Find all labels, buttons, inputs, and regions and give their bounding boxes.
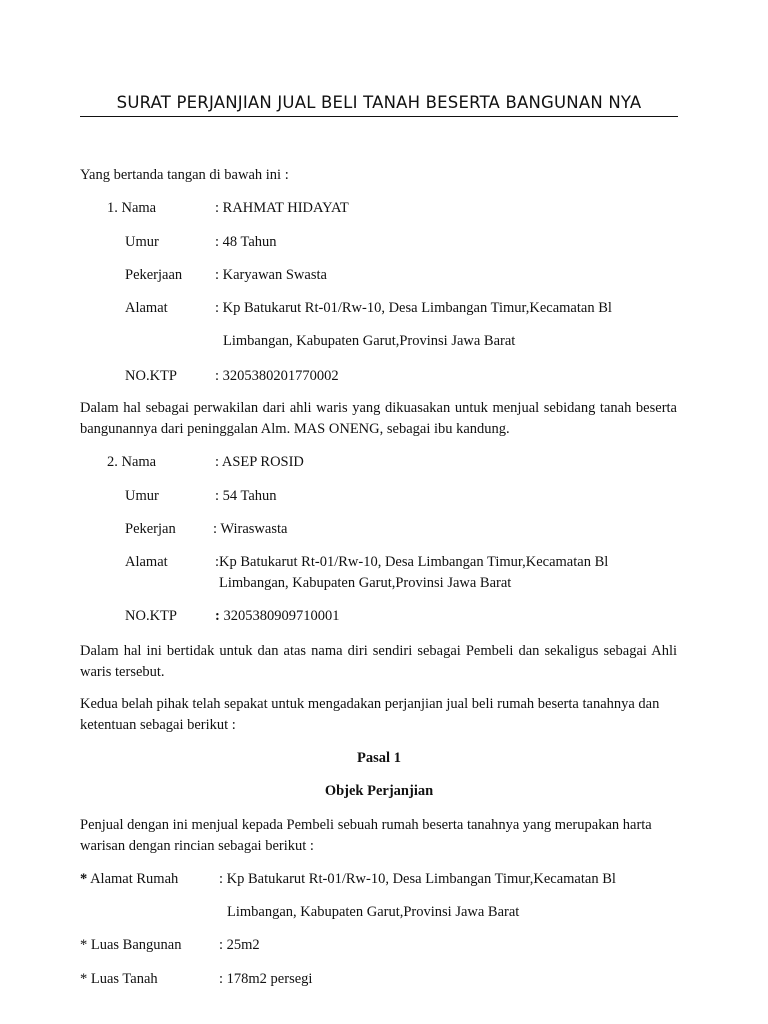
party2-umur-value: : 54 Tahun <box>215 488 277 504</box>
party2-description: Dalam hal ini bertidak untuk dan atas nama diri sendiri sebagai Pembeli dan sekaligus sebagai Ahli waris tersebut. <box>80 643 677 680</box>
party2-ktp-label: NO.KTP <box>125 608 177 624</box>
party1-alamat-label: Alamat <box>125 300 168 316</box>
party1-ktp-value: : 3205380201770002 <box>215 368 339 384</box>
party2-alamat-value-2: Limbangan, Kabupaten Garut,Provinsi Jawa Barat <box>219 575 512 591</box>
party1-alamat-value-2: Limbangan, Kabupaten Garut,Provinsi Jawa Barat <box>223 333 516 349</box>
party2-ktp-value <box>215 608 339 625</box>
detail-alamat-label <box>80 871 178 888</box>
party2-ktp-number: 3205380909710001 <box>219 608 340 624</box>
pasal-subtitle: Objek Perjanjian <box>324 783 434 799</box>
party1-nama-value: : RAHMAT HIDAYAT <box>215 200 349 216</box>
document-title: SURAT PERJANJIAN JUAL BELI TANAH BESERTA BANGUNAN NYA <box>116 93 642 112</box>
detail-alamat-value-2: Limbangan, Kabupaten Garut,Provinsi Jawa Barat <box>227 904 520 920</box>
detail-bangunan-value: : 25m2 <box>219 937 260 953</box>
detail-alamat-star: * <box>80 871 88 887</box>
party2-pekerjaan-label: Pekerjan <box>125 521 176 537</box>
party2-ktp-colon: : <box>215 608 220 624</box>
object-description: Penjual dengan ini menjual kepada Pembeli sebuah rumah beserta tanahnya yang merupakan harta warisan dengan rincian sebagai berikut : <box>80 817 652 854</box>
party1-ktp-label: NO.KTP <box>125 368 177 384</box>
party2-nama-value: : ASEP ROSID <box>215 454 304 470</box>
detail-tanah-label: * Luas Tanah <box>80 971 158 987</box>
party2-pekerjaan-value: : Wiraswasta <box>213 521 288 537</box>
party2-alamat-value-1: :Kp Batukarut Rt-01/Rw-10, Desa Limbangan Timur,Kecamatan Bl <box>215 554 609 570</box>
detail-bangunan-label: * Luas Bangunan <box>80 937 182 953</box>
party2-nama-label: 2. Nama <box>107 454 157 470</box>
party1-alamat-value-1: : Kp Batukarut Rt-01/Rw-10, Desa Limbangan Timur,Kecamatan Bl <box>215 300 612 316</box>
agreement-text: Kedua belah pihak telah sepakat untuk mengadakan perjanjian jual beli rumah beserta tanahnya dan ketentuan sebagai berikut : <box>80 696 660 733</box>
party1-description: Dalam hal sebagai perwakilan dari ahli waris yang dikuasakan untuk menjual sebidang tanah beserta bangunannya dari peninggalan Alm. MAS ONENG, sebagai ibu kandung. <box>80 400 677 437</box>
party1-pekerjaan-label: Pekerjaan <box>125 267 183 283</box>
detail-alamat-value-1: : Kp Batukarut Rt-01/Rw-10, Desa Limbangan Timur,Kecamatan Bl <box>219 871 616 887</box>
detail-tanah-value: : 178m2 persegi <box>219 971 313 987</box>
party1-nama-label: 1. Nama <box>107 200 157 216</box>
party1-pekerjaan-value: : Karyawan Swasta <box>215 267 327 283</box>
detail-alamat-text: Alamat Rumah <box>87 871 179 887</box>
pasal-title: Pasal 1 <box>357 750 401 766</box>
party1-umur-value: : 48 Tahun <box>215 234 277 250</box>
party1-umur-label: Umur <box>125 234 159 250</box>
party2-alamat-label: Alamat <box>125 554 168 570</box>
party2-umur-label: Umur <box>125 488 159 504</box>
title-underline <box>80 116 678 117</box>
intro-text: Yang bertanda tangan di bawah ini : <box>80 167 289 183</box>
